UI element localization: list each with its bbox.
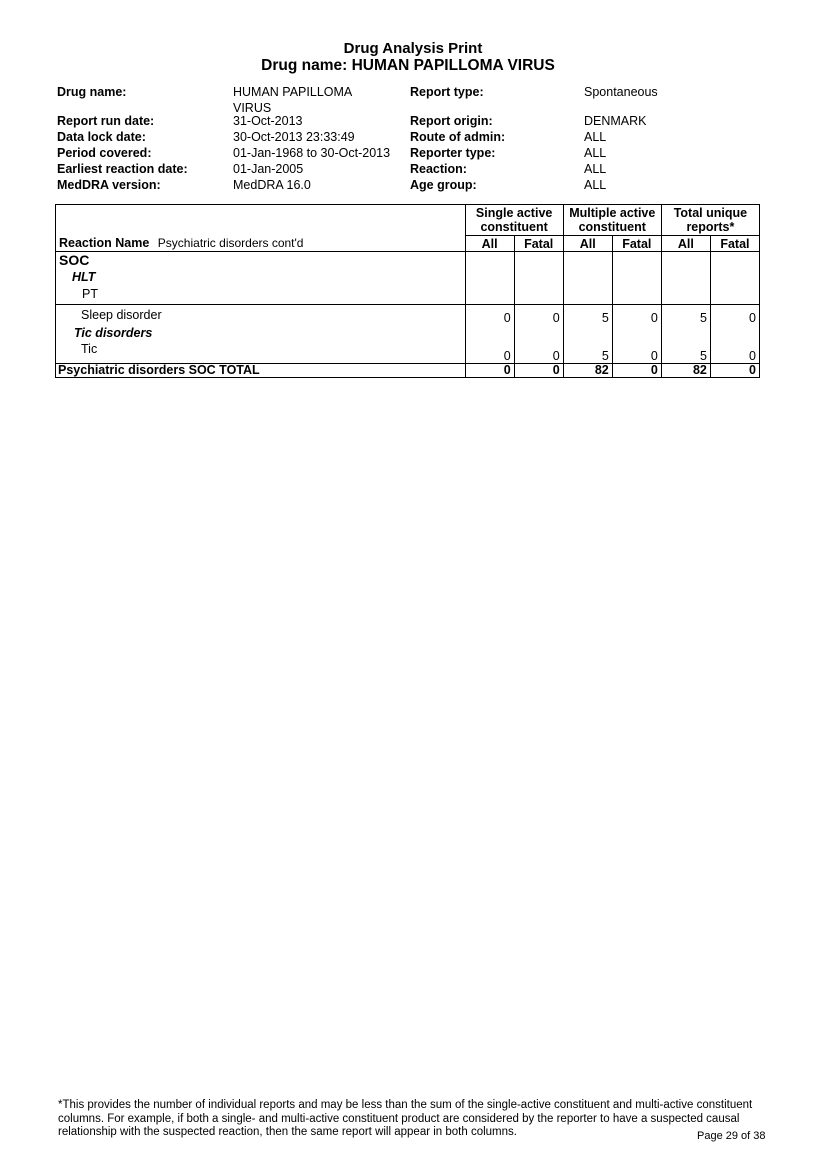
sub-header-all: All	[465, 236, 514, 252]
reaction-name-value: Psychiatric disorders cont'd	[157, 236, 304, 251]
sub-header-all: All	[661, 236, 710, 252]
value-cell: 0	[514, 342, 563, 364]
period-covered-value: 01-Jan-1968 to 30-Oct-2013	[233, 146, 391, 160]
total-value: 82	[661, 364, 710, 378]
document-title: Drug Analysis Print	[343, 40, 483, 57]
empty-cell	[661, 252, 710, 305]
total-value: 0	[465, 364, 514, 378]
total-row	[56, 364, 760, 378]
value-cell: 0	[612, 342, 661, 364]
empty-cell	[612, 325, 661, 342]
empty-cell	[710, 252, 759, 305]
empty-cell	[563, 252, 612, 305]
report-type-value: Spontaneous	[584, 85, 658, 99]
group-header-multiple: Multiple active constituent	[563, 205, 661, 236]
empty-cell	[563, 325, 612, 342]
reaction-table	[55, 204, 760, 378]
value-cell: 5	[661, 342, 710, 364]
age-group-value: ALL	[584, 178, 607, 192]
value-cell: 0	[465, 305, 514, 325]
sub-header-fatal: Fatal	[514, 236, 563, 252]
report-origin-label: Report origin:	[410, 114, 493, 128]
total-value: 0	[612, 364, 661, 378]
pt-name: Sleep disorder	[56, 305, 466, 325]
soc-total-label: Psychiatric disorders SOC TOTAL	[56, 364, 466, 378]
report-run-date-value: 31-Oct-2013	[233, 114, 303, 128]
value-cell: 0	[514, 305, 563, 325]
empty-cell	[710, 325, 759, 342]
report-type-label: Report type:	[410, 85, 484, 99]
pt-name: Tic	[56, 342, 466, 364]
age-group-label: Age group:	[410, 178, 477, 192]
sub-header-fatal: Fatal	[710, 236, 759, 252]
empty-cell	[514, 325, 563, 342]
total-value: 0	[514, 364, 563, 378]
header-spacer	[56, 205, 466, 236]
group-header-total: Total unique reports*	[661, 205, 759, 236]
total-value: 82	[563, 364, 612, 378]
reporter-type-value: ALL	[584, 146, 607, 160]
empty-cell	[465, 325, 514, 342]
value-cell: 5	[661, 305, 710, 325]
empty-cell	[514, 252, 563, 305]
table-row	[56, 342, 760, 364]
value-cell: 0	[710, 305, 759, 325]
route-of-admin-label: Route of admin:	[410, 130, 506, 144]
meddra-version-value: MedDRA 16.0	[233, 178, 311, 192]
hlt-name: Tic disorders	[56, 325, 466, 342]
value-cell: 0	[612, 305, 661, 325]
reaction-name-label: Reaction Name	[59, 236, 150, 251]
total-value: 0	[710, 364, 759, 378]
period-covered-label: Period covered:	[57, 146, 152, 160]
legend-cell	[56, 252, 466, 305]
drug-name-title: Drug name: HUMAN PAPILLOMA VIRUS	[261, 57, 555, 74]
earliest-reaction-date-value: 01-Jan-2005	[233, 162, 304, 176]
data-lock-date-label: Data lock date:	[57, 130, 146, 144]
report-origin-value: DENMARK	[584, 114, 647, 128]
empty-cell	[661, 325, 710, 342]
pt-label: PT	[82, 287, 98, 301]
earliest-reaction-date-label: Earliest reaction date:	[57, 162, 188, 176]
reporter-type-label: Reporter type:	[410, 146, 496, 160]
table-row	[56, 305, 760, 325]
empty-cell	[465, 252, 514, 305]
hlt-label: HLT	[72, 270, 96, 284]
sub-header-all: All	[563, 236, 612, 252]
sub-header-fatal: Fatal	[612, 236, 661, 252]
meddra-version-label: MedDRA version:	[57, 178, 161, 192]
value-cell: 0	[710, 342, 759, 364]
reaction-value: ALL	[584, 162, 607, 176]
reaction-label: Reaction:	[410, 162, 467, 176]
soc-label: SOC	[59, 252, 90, 268]
report-run-date-label: Report run date:	[57, 114, 155, 128]
value-cell: 5	[563, 342, 612, 364]
footnote: *This provides the number of individual reports and may be less than the sum of the single-active constituent and multi-active constituent columns. For example, if both a single- and multi-active constituent product are considered by the reporter to have a suspected causal relationship with the suspected reaction, then the same report will appear in both columns.	[58, 1099, 753, 1138]
value-cell: 5	[563, 305, 612, 325]
drug-name-label: Drug name:	[57, 85, 127, 99]
drug-name-value: HUMAN PAPILLOMA VIRUS	[233, 85, 352, 115]
table-row	[56, 325, 760, 342]
data-lock-date-value: 30-Oct-2013 23:33:49	[233, 130, 355, 144]
value-cell: 0	[465, 342, 514, 364]
reaction-name-cell	[56, 236, 466, 252]
group-header-single: Single active constituent	[465, 205, 563, 236]
empty-cell	[612, 252, 661, 305]
page-number: Page 29 of 38	[697, 1130, 766, 1142]
route-of-admin-value: ALL	[584, 130, 607, 144]
